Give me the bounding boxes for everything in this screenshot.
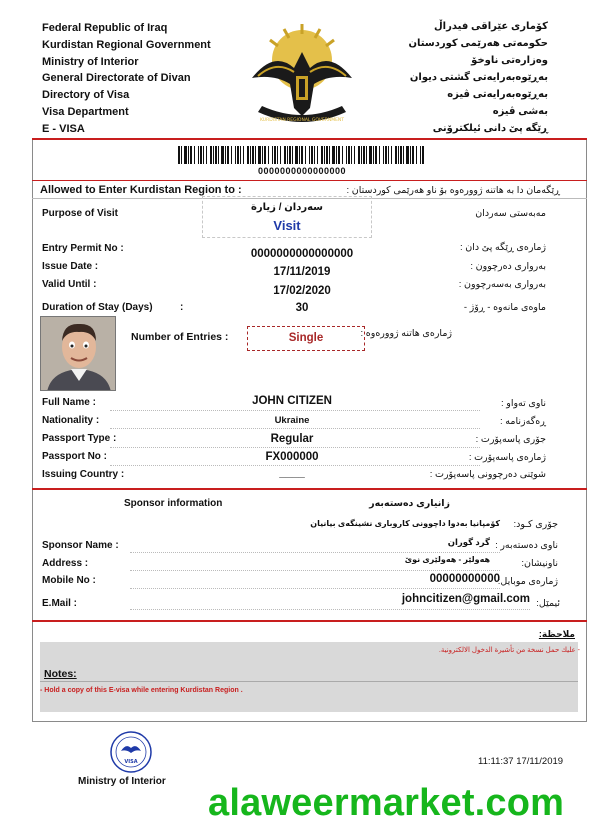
nationality-label: Nationality : bbox=[42, 415, 100, 426]
full-name-value: JOHN CITIZEN bbox=[252, 395, 332, 407]
barcode-bar bbox=[250, 146, 251, 164]
barcode-bar bbox=[274, 146, 276, 164]
barcode-bar bbox=[398, 146, 399, 164]
issuing-country-label: Issuing Country : bbox=[42, 469, 125, 480]
eagle-icon bbox=[252, 52, 352, 116]
barcode-bar bbox=[243, 146, 244, 164]
entries-label: Number of Entries : bbox=[131, 331, 229, 343]
barcode-bar bbox=[363, 146, 365, 164]
sponsor-name-label-ku: ناوی دەستەبەر : bbox=[495, 540, 558, 551]
entries-label-ku: ژمارەی هاتنە ژوورەوە : bbox=[360, 328, 452, 339]
entries-value: Single bbox=[247, 326, 365, 351]
barcode-bar bbox=[284, 146, 286, 164]
seal-text: VISA bbox=[124, 759, 138, 765]
barcode-bar bbox=[206, 146, 207, 164]
barcode-bar bbox=[190, 146, 192, 164]
passport-no-value: FX000000 bbox=[265, 451, 319, 463]
barcode-bar bbox=[252, 146, 254, 164]
header-left-block bbox=[42, 20, 262, 138]
barcode-bar bbox=[272, 146, 273, 164]
barcode-bar bbox=[237, 146, 239, 164]
barcode-bar bbox=[213, 146, 214, 164]
sponsor-divider bbox=[32, 488, 587, 490]
address-label: Address : bbox=[42, 558, 89, 569]
emblem-caption: KURDISTAN REGIONAL GOVERNMENT bbox=[259, 118, 345, 123]
entry-permit-value: 0000000000000000 bbox=[250, 248, 354, 260]
barcode-bar bbox=[416, 146, 417, 164]
barcode-bar bbox=[317, 146, 318, 164]
barcode-bar bbox=[255, 146, 256, 164]
passport-type-value: Regular bbox=[270, 433, 314, 445]
barcode-bar bbox=[366, 146, 367, 164]
barcode-bar bbox=[338, 146, 340, 164]
header-left-line: Ministry of Interior bbox=[42, 55, 139, 68]
notes-en-text: - Hold a copy of this E-visa while entering Kurdistan Region . bbox=[40, 687, 243, 694]
passport-type-label: Passport Type : bbox=[42, 433, 117, 444]
barcode-bar bbox=[391, 146, 392, 164]
address-value: هەولێر - هەولێری نوێ bbox=[404, 555, 490, 564]
duration-colon: : bbox=[180, 302, 184, 313]
header-right-line: بەڕێوەبەرایەتی گشتی دیوان bbox=[409, 72, 548, 83]
issue-date-label: Issue Date : bbox=[42, 261, 99, 272]
barcode-bar bbox=[412, 146, 414, 164]
barcode-bar bbox=[221, 146, 224, 164]
barcode-bar bbox=[400, 146, 402, 164]
header-right-line: بەشی ڤیزە bbox=[492, 106, 548, 117]
barcode-bar bbox=[348, 146, 350, 164]
valid-until-value: 17/02/2020 bbox=[273, 285, 331, 297]
header-right-line: بەڕێوەبەرایەتی ڤیزە bbox=[447, 89, 548, 100]
barcode-bar bbox=[420, 146, 421, 164]
header-right-line: حکومەتی هەرێمی کوردستان bbox=[408, 38, 548, 49]
top-red-divider bbox=[32, 138, 587, 140]
barcode-bar bbox=[184, 146, 187, 164]
barcode-bar bbox=[198, 146, 199, 164]
barcode-bar bbox=[277, 146, 278, 164]
barcode-bar bbox=[406, 146, 409, 164]
barcode-number: 0000000000000000 bbox=[257, 166, 347, 176]
issue-date-value: 17/11/2019 bbox=[273, 266, 331, 278]
purpose-label-ku: مەبەستی سەردان bbox=[475, 208, 546, 219]
barcode-bar bbox=[231, 146, 232, 164]
barcode-bar bbox=[309, 146, 310, 164]
issue-date-label-ku: بەرواری دەرچوون : bbox=[470, 261, 546, 272]
barcode-bar bbox=[247, 146, 249, 164]
barcode-bar bbox=[346, 146, 347, 164]
barcode-bar bbox=[215, 146, 217, 164]
barcode-bar bbox=[218, 146, 219, 164]
header-left-line: Kurdistan Regional Government bbox=[42, 38, 211, 51]
barcode-bar bbox=[395, 146, 397, 164]
passport-no-label-ku: ژمارەی پاسەپۆرت : bbox=[468, 452, 546, 463]
header-left-line: Directory of Visa bbox=[42, 89, 130, 102]
barcode-bar bbox=[240, 146, 241, 164]
sponsor-type-value-ku: کۆمپانیا بەدوا داچوونی کاروباری نشینگەی بیانیان bbox=[310, 519, 500, 528]
barcode-bar bbox=[264, 146, 266, 164]
header-right-line: کۆماری عێراقی فیدراڵ bbox=[433, 21, 548, 32]
issuing-country-label-ku: شوێنی دەرچوونی پاسەپۆرت : bbox=[429, 469, 546, 480]
full-name-label-ku: ناوی تەواو : bbox=[500, 398, 546, 409]
barcode-bar bbox=[410, 146, 411, 164]
email-label: E.Mail : bbox=[42, 598, 78, 609]
barcode-bar bbox=[329, 146, 330, 164]
sponsor-type-label-ku: جۆری کـود: bbox=[513, 519, 558, 530]
sponsor-name-label: Sponsor Name : bbox=[42, 540, 119, 551]
header-left-line: Federal Republic of Iraq bbox=[42, 22, 168, 34]
barcode bbox=[178, 146, 426, 164]
barcode-bar bbox=[351, 146, 352, 164]
barcode-bar bbox=[336, 146, 337, 164]
barcode-bar bbox=[301, 146, 303, 164]
barcode-bar bbox=[188, 146, 189, 164]
barcode-bar bbox=[342, 146, 343, 164]
barcode-bar bbox=[178, 146, 180, 164]
barcode-bar bbox=[361, 146, 362, 164]
barcode-bar bbox=[321, 146, 323, 164]
barcode-bar bbox=[227, 146, 229, 164]
notes-ar-title: ملاحظة: bbox=[538, 629, 575, 639]
entry-permit-label-ku: ژمارەی ڕێگە پێ دان : bbox=[460, 242, 546, 253]
barcode-bar bbox=[373, 146, 374, 164]
applicant-photo bbox=[40, 316, 116, 391]
header-right-line: وەزارەتی ناوخۆ bbox=[471, 55, 548, 66]
notes-divider bbox=[32, 620, 587, 622]
duration-value: 30 bbox=[295, 302, 309, 314]
barcode-bar bbox=[203, 146, 204, 164]
barcode-bar bbox=[324, 146, 325, 164]
valid-until-label: Valid Until : bbox=[42, 279, 97, 290]
header-left-line: Visa Department bbox=[42, 105, 129, 118]
barcode-bar bbox=[200, 146, 202, 164]
barcode-bar bbox=[258, 146, 261, 164]
barcode-bar bbox=[403, 146, 404, 164]
barcode-bar bbox=[326, 146, 328, 164]
passport-type-label-ku: جۆری پاسەپۆرت : bbox=[475, 434, 546, 445]
purpose-value-ku: سەردان / زیارة bbox=[250, 202, 323, 213]
email-label-ku: ئیمێل: bbox=[536, 598, 560, 609]
barcode-bar bbox=[280, 146, 281, 164]
barcode-bar bbox=[375, 146, 377, 164]
barcode-bar bbox=[358, 146, 360, 164]
barcode-bar bbox=[225, 146, 226, 164]
mobile-value: 00000000000 bbox=[429, 573, 500, 585]
barcode-bar bbox=[262, 146, 263, 164]
allowed-label: Allowed to Enter Kurdistan Region to : bbox=[40, 184, 242, 196]
barcode-bar bbox=[332, 146, 335, 164]
header-left-line: General Directorate of Divan bbox=[42, 72, 191, 85]
ministry-seal bbox=[110, 731, 152, 773]
watermark: alaweermarket.com bbox=[208, 782, 565, 824]
purpose-label: Purpose of Visit bbox=[42, 208, 118, 219]
krg-emblem bbox=[244, 20, 360, 128]
barcode-bar bbox=[292, 146, 293, 164]
issuing-country-value: ____ bbox=[279, 467, 305, 479]
sponsor-title: Sponsor information bbox=[124, 498, 223, 509]
barcode-bar bbox=[379, 146, 380, 164]
footer-timestamp: 11:11:37 17/11/2019 bbox=[478, 756, 564, 767]
barcode-bar bbox=[299, 146, 300, 164]
duration-label-ku: ماوەی مانەوە - ڕۆژ - bbox=[463, 302, 546, 313]
entry-permit-label: Entry Permit No : bbox=[42, 243, 124, 254]
notes-en-title: Notes: bbox=[44, 668, 77, 680]
barcode-bar bbox=[210, 146, 212, 164]
nationality-label-ku: ڕەگەزنامە : bbox=[500, 416, 546, 427]
barcode-bar bbox=[181, 146, 182, 164]
notes-ar-text: - عليك حمل نسخة من تأشيرة الدخول الالكترونية. bbox=[438, 647, 580, 654]
barcode-bar bbox=[422, 146, 424, 164]
header-left-line: E - VISA bbox=[42, 122, 85, 135]
nationality-value: Ukraine bbox=[274, 415, 310, 426]
barcode-bar bbox=[235, 146, 236, 164]
barcode-bar bbox=[388, 146, 389, 164]
barcode-bar bbox=[354, 146, 355, 164]
barcode-bar bbox=[305, 146, 306, 164]
barcode-bar bbox=[311, 146, 313, 164]
footer-ministry: Ministry of Interior bbox=[78, 776, 166, 787]
sponsor-name-value: گرد گوران bbox=[447, 537, 490, 547]
mobile-label: Mobile No : bbox=[42, 575, 96, 586]
barcode-bar bbox=[385, 146, 387, 164]
address-label-ku: ناونیشان: bbox=[521, 558, 558, 569]
email-value: johncitizen@gmail.com bbox=[401, 593, 530, 605]
passport-no-label: Passport No : bbox=[42, 451, 108, 462]
barcode-bar bbox=[295, 146, 298, 164]
barcode-bar bbox=[194, 146, 195, 164]
barcode-divider bbox=[32, 180, 587, 181]
full-name-label: Full Name : bbox=[42, 397, 96, 408]
barcode-bar bbox=[383, 146, 384, 164]
mobile-label-ku: ژمارەی موبایل: bbox=[497, 576, 558, 587]
barcode-bar bbox=[268, 146, 269, 164]
header-right-line: ڕێگە پێ دانی ئیلکترۆنی bbox=[432, 123, 548, 134]
barcode-bar bbox=[287, 146, 288, 164]
allowed-label-ku: ڕێگەمان دا بە هاتنە ژوورەوە بۆ ناو هەرێمی کوردستان : bbox=[346, 185, 560, 196]
barcode-bar bbox=[289, 146, 291, 164]
purpose-value: Visit bbox=[273, 218, 301, 233]
valid-until-label-ku: بەرواری بەسەرچوون : bbox=[458, 279, 546, 290]
header-right-block bbox=[348, 18, 548, 137]
barcode-bar bbox=[369, 146, 372, 164]
sponsor-title-ku: زانیاری دەستەبەر bbox=[369, 498, 450, 509]
duration-label: Duration of Stay (Days) bbox=[42, 302, 153, 313]
barcode-bar bbox=[314, 146, 315, 164]
